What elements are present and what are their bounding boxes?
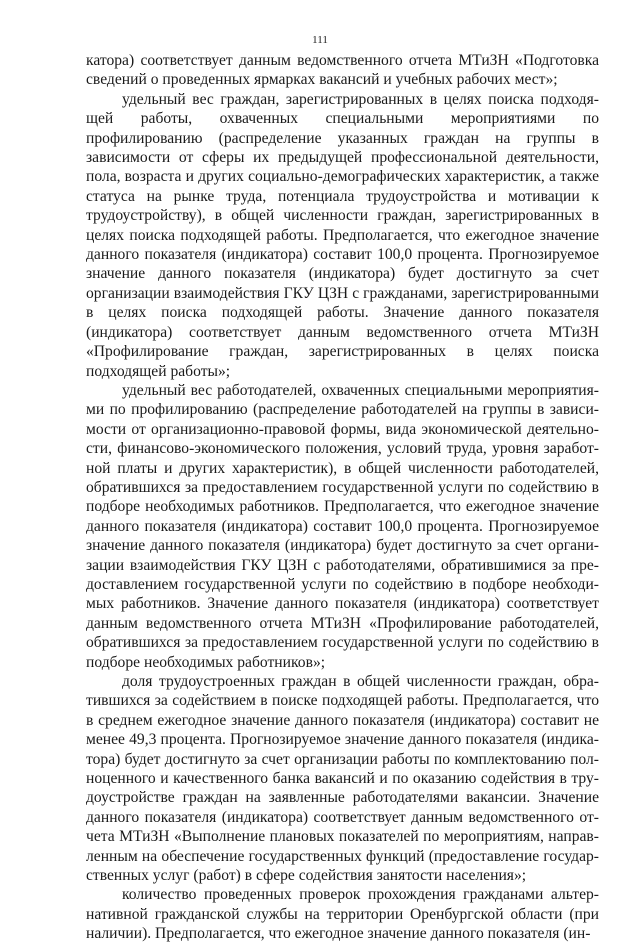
paragraph-alternative-service: количество проведенных проверок прохождения гражданами альтернативной гражданской службы на территории Оренбургской области (при наличии). Предполагается, что ежегодное значение данного показателя (ин- xyxy=(86,886,599,943)
page-number: 111 xyxy=(312,34,328,46)
paragraph-employed-share: доля трудоустроенных граждан в общей численности граждан, обратившихся за содействием в поиске подходящей работы. Предполагается, что в среднем ежегодное значение данного показателя (индикатора) составит не менее 49,3 процента. Прогнозируемое значение данного показателя (индикатора) будет достигнуто за счет организации работы по комплектованию полноценного и качественного банка вакансий и по оказанию содействия в трудоустройстве граждан на заявленные работодателями вакансии. Значение данного показателя (индикатора) соответствует данным ведомственного отчета МТиЗН «Выполнение плановых показателей по мероприятиям, направленным на обеспечение государственных функций (предоставление государственных услуг (работ) в сфере содействия занятости населения»; xyxy=(86,673,599,885)
body-text xyxy=(86,51,599,944)
paragraph-continuation: катора) соответствует данным ведомственного отчета МТиЗН «Подготовка сведений о проведенных ярмарках вакансий и учебных рабочих мест»; xyxy=(86,52,599,89)
paragraph-job-seekers-profiling: удельный вес граждан, зарегистрированных в целях поиска подходящей работы, охваченных специальными мероприятиями по профилированию (распределение указанных граждан на группы в зависимости от сферы их предыдущей профессиональной деятельности, пола, возраста и других социально-демографических характеристик, а также статуса на рынке труда, потенциала трудоустройства и мотивации к трудоустройству), в общей численности граждан, зарегистрированных в целях поиска подходящей работы. Предполагается, что ежегодное значение данного показателя (индикатора) составит 100,0 процента. Прогнозируемое значение данного показателя (индикатора) будет достигнуто за счет организации взаимодействия ГКУ ЦЗН с гражданами, зарегистрированными в целях поиска подходящей работы. Значение данного показателя (индикатора) соответствует данным ведомственного отчета МТиЗН «Профилирование граждан, зарегистрированных в целях поиска подходящей работы»; xyxy=(86,90,599,380)
paragraph-employers-profiling: удельный вес работодателей, охваченных специальными мероприятиями по профилированию (распределение работодателей на группы в зависимости от организационно-правовой формы, вида экономической деятельности, финансово-экономического положения, условий труда, уровня заработной платы и других характеристик), в общей численности работодателей, обратившихся за предоставлением государственной услуги по содействию в подборе необходимых работников. Предполагается, что ежегодное значение данного показателя (индикатора) составит 100,0 процента. Прогнозируемое значение данного показателя (индикатора) будет достигнуто за счет организации взаимодействия ГКУ ЦЗН с работодателями, обратившимися за предоставлением государственной услуги по содействию в подборе необходимых работников. Значение данного показателя (индикатора) соответствует данным ведомственного отчета МТиЗН «Профилирование работодателей, обратившихся за предоставлением государственной услуги по содействию в подборе необходимых работников»; xyxy=(86,381,599,671)
